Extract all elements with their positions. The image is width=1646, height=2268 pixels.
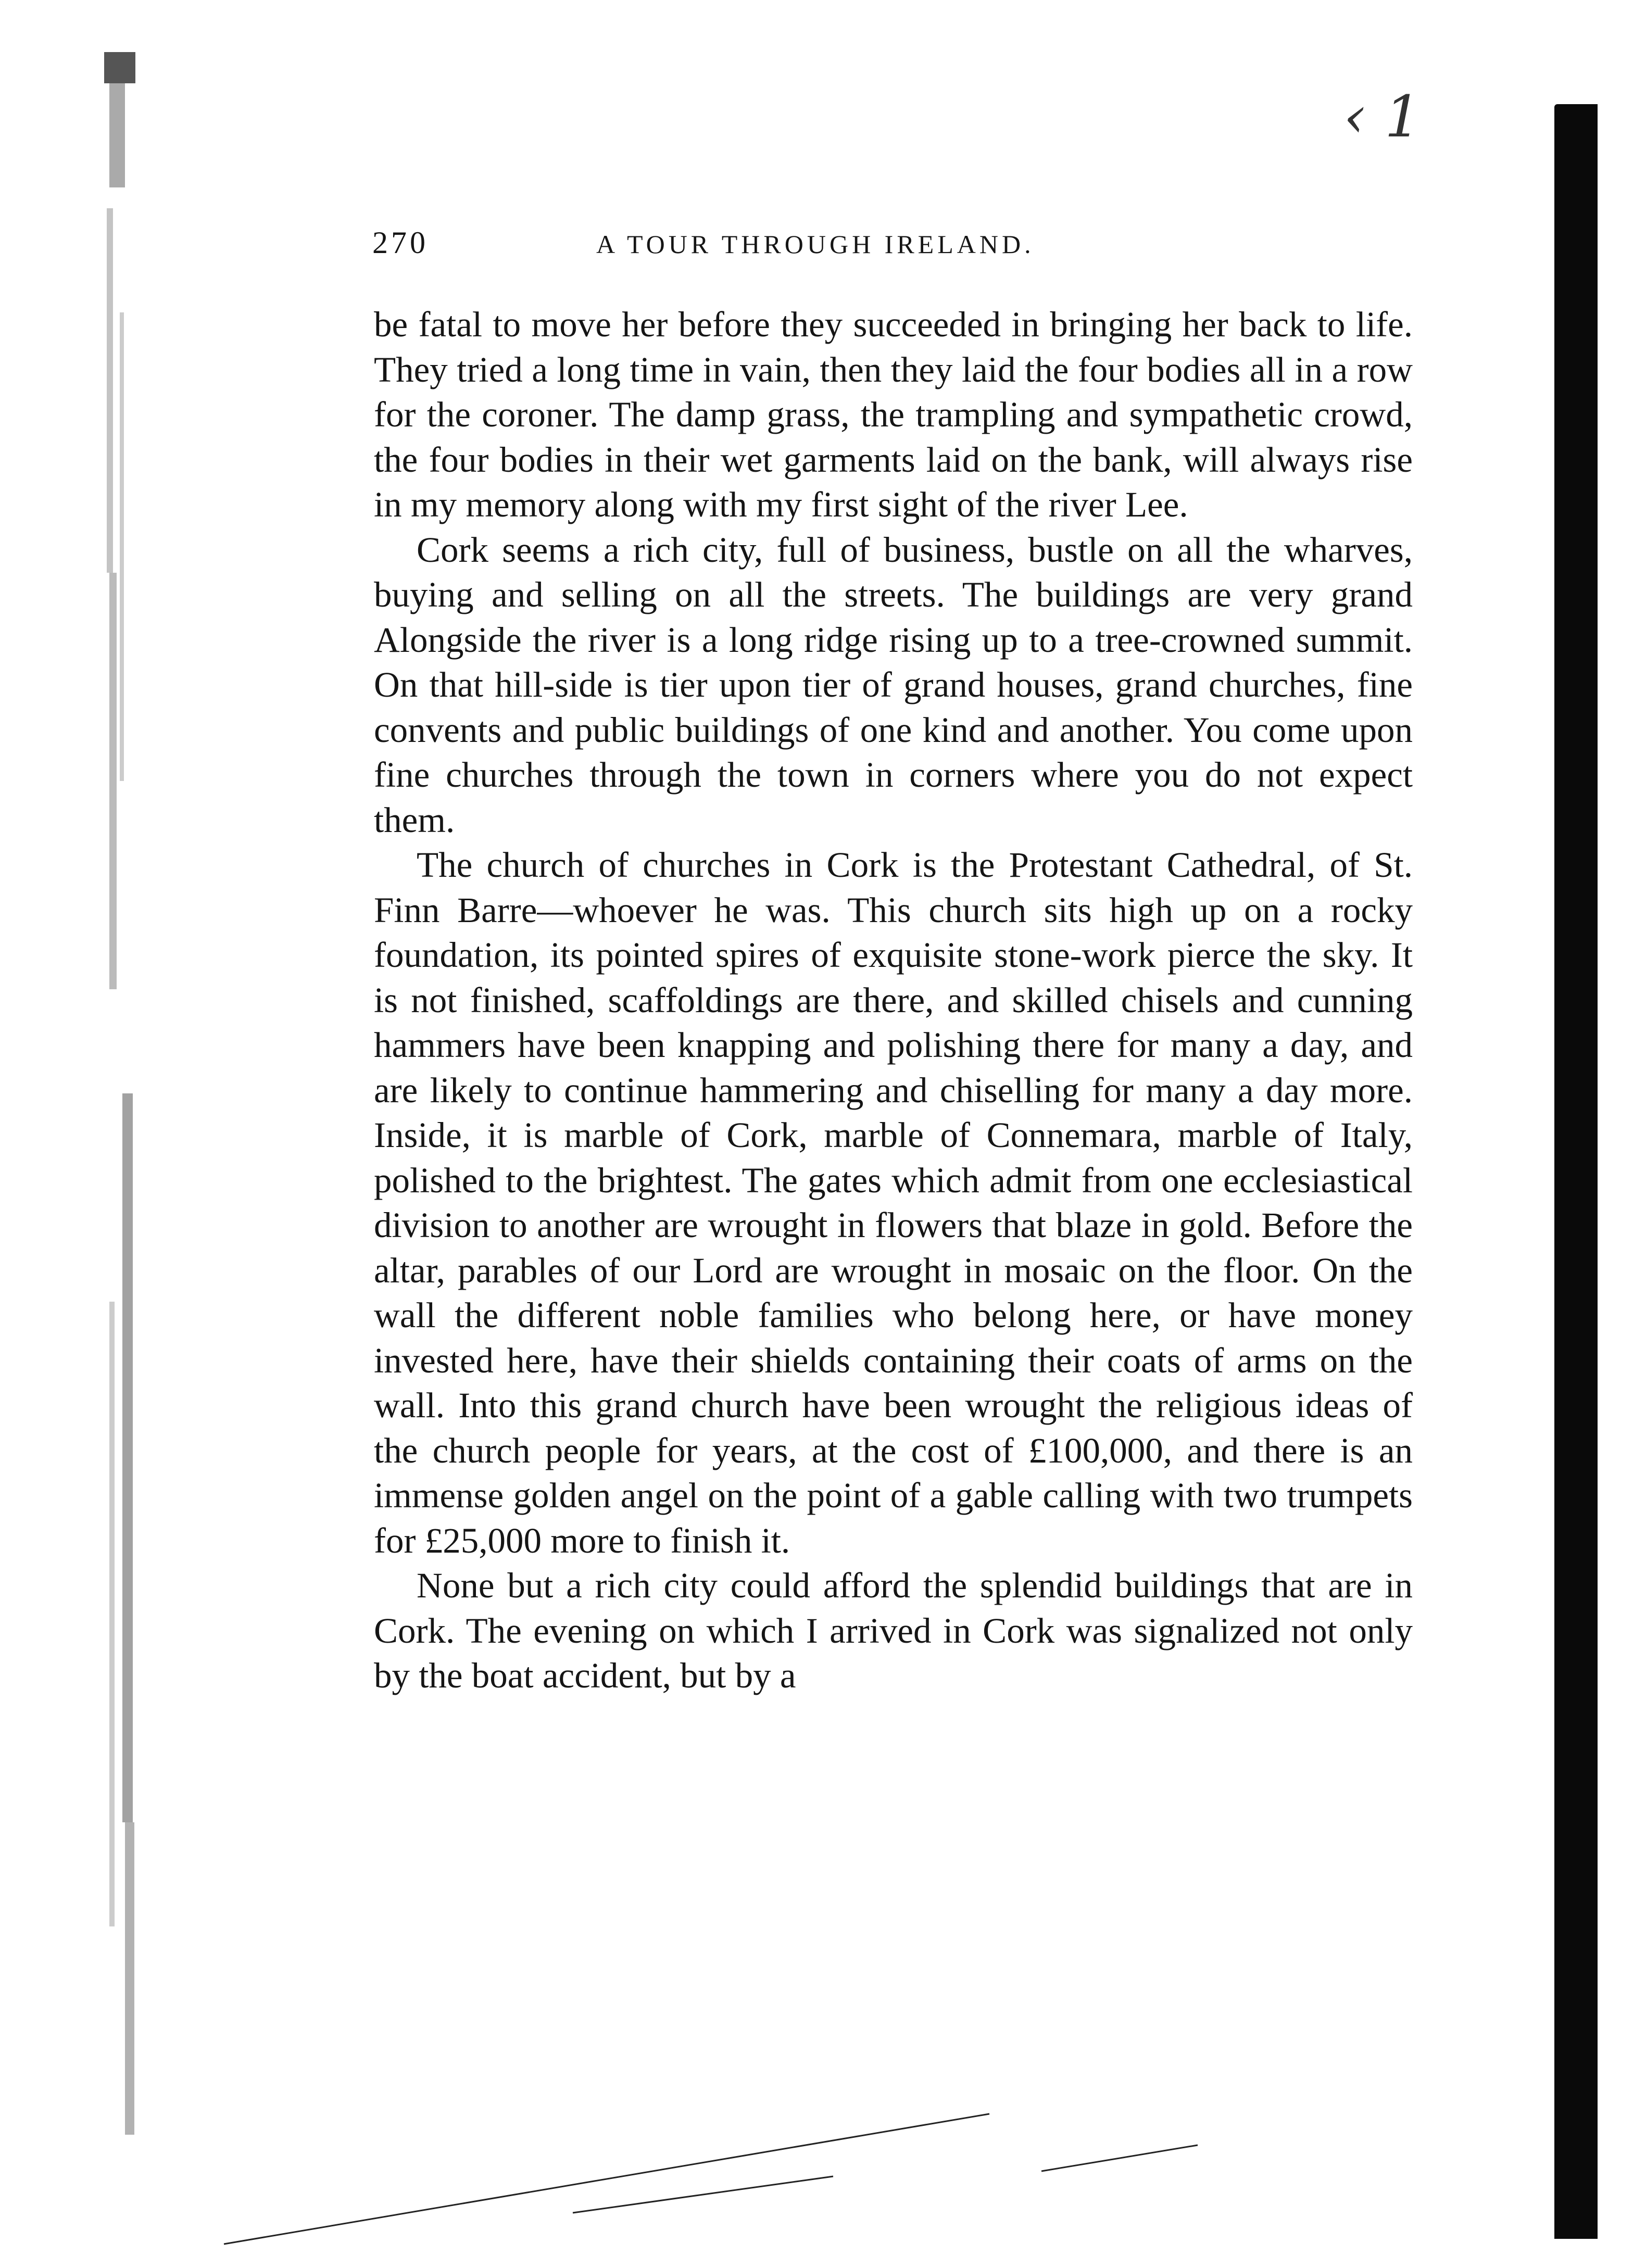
paragraph: Cork seems a rich city, full of business, bustle on all the wharves, buying and selling on all the streets. The buildings are very grand Alongside the river is a long ridge rising up to a tree-crowned summit. On that hill-side is tier upon tier of grand houses, grand churches, fine convents and public buildings of one kind and another. You come upon fine churches through the town in corners where you do not expect them. (374, 530, 1413, 840)
bleed-mark (104, 52, 135, 83)
running-head: A TOUR THROUGH IRELAND. (596, 230, 1035, 259)
paragraph: The church of churches in Cork is the Protestant Cathedral, of St. Finn Barre—whoever he was. This church sits high up on a rocky foundation, its pointed spires of exquisite stone-work pierce the sky. It is not finished, scaffoldings are there, and skilled chisels and cunning hammers have been knapping and polishing there for many a day, and are likely to continue hammering and chiselling for many a day more. Inside, it is marble of Cork, marble of Connemara, marble of Italy, polished to the brightest. The gates which admit from one ecclesiastical division to another are wrought in flowers that blaze in gold. Before the altar, parables of our Lord are wrought in mosaic on the floor. On the wall the different noble families who belong here, or have money invested here, have their shields containing their coats of arms on the wall. Into this grand church have been wrought the religious ideas of the church people for years, at the cost of £100,000, and there is an immense golden angel on the point of a gable calling with two trumpets for £25,000 more to finish it. (374, 845, 1413, 1560)
body-text (374, 302, 1413, 1698)
page-number: 270 (372, 225, 429, 260)
paragraph: be fatal to move her before they succeeded in bringing her back to life. They tried a long time in vain, then they laid the four bodies all in a row for the coroner. The damp grass, the trampling and sympathetic crowd, the four bodies in their wet garments laid on the bank, will always rise in my memory along with my first sight of the river Lee. (374, 305, 1413, 524)
right-binding-edge (1554, 104, 1598, 2239)
page-header (372, 225, 1367, 267)
paragraph: None but a rich city could afford the splendid buildings that are in Cork. The evening on which I arrived in Cork was signalized not only by the boat accident, but by a (374, 1566, 1413, 1695)
stray-pen-strokes (208, 2109, 1302, 2265)
left-margin-bleed (94, 52, 156, 2161)
corner-mark: ‹ 1 (1343, 83, 1421, 150)
